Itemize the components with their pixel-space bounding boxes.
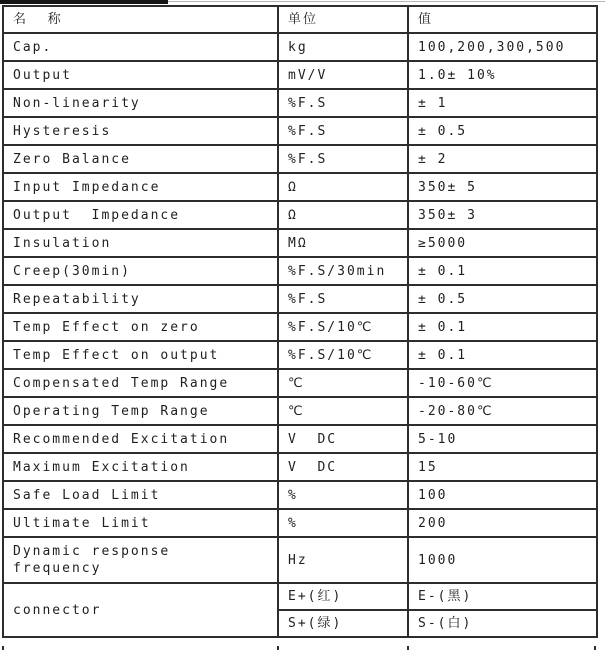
table-row: [3, 341, 597, 369]
cell-unit: Ω: [278, 173, 408, 201]
cell-value: ± 1: [408, 89, 597, 117]
cell-value: ± 0.5: [408, 117, 597, 145]
table-row-dynamic-response: [3, 537, 597, 583]
cell-name: Hysteresis: [3, 117, 278, 145]
cell-name: Input Impedance: [3, 173, 278, 201]
cell-unit: Ω: [278, 201, 408, 229]
cell-connector-eminus: E-(黑): [408, 583, 597, 610]
cell-value: ± 0.1: [408, 257, 597, 285]
cell-name: Repeatability: [3, 285, 278, 313]
cell-value: 1.0± 10%: [408, 61, 597, 89]
table-row: [3, 313, 597, 341]
cell-name: Creep(30min): [3, 257, 278, 285]
cell-unit: %: [278, 481, 408, 509]
table-row: [3, 145, 597, 173]
table-row: [3, 173, 597, 201]
header-unit: 单位: [278, 6, 408, 33]
cell-name: Zero Balance: [3, 145, 278, 173]
cell-name: Maximum Excitation: [3, 453, 278, 481]
table-row: [3, 33, 597, 61]
cell-value: 1000: [408, 537, 597, 583]
cell-unit: ℃: [278, 369, 408, 397]
cell-unit: V DC: [278, 425, 408, 453]
table-row: [3, 397, 597, 425]
cell-unit: kg: [278, 33, 408, 61]
cell-connector-splus: S+(绿): [278, 610, 408, 637]
spec-table: [2, 5, 598, 638]
cell-name: Recommended Excitation: [3, 425, 278, 453]
cell-name: Compensated Temp Range: [3, 369, 278, 397]
cell-unit: V DC: [278, 453, 408, 481]
cell-unit: Hz: [278, 537, 408, 583]
table-row-connector-1: [3, 583, 597, 610]
cell-unit: MΩ: [278, 229, 408, 257]
cell-name: Safe Load Limit: [3, 481, 278, 509]
cell-name: Output Impedance: [3, 201, 278, 229]
header-name: 名 称: [3, 6, 278, 33]
cell-name: Temp Effect on zero: [3, 313, 278, 341]
cell-unit: %F.S/10℃: [278, 313, 408, 341]
top-edge-bar: [0, 0, 168, 4]
cell-value: 15: [408, 453, 597, 481]
cell-name: Insulation: [3, 229, 278, 257]
cell-name: Output: [3, 61, 278, 89]
partial-next-row-line: [407, 646, 409, 650]
table-row: [3, 285, 597, 313]
table-row: [3, 481, 597, 509]
table-row: [3, 229, 597, 257]
cell-unit: ℃: [278, 397, 408, 425]
partial-next-row-line: [2, 646, 4, 650]
partial-next-row-line: [277, 646, 279, 650]
table-row: [3, 61, 597, 89]
cell-unit: %F.S/30min: [278, 257, 408, 285]
cell-name: Operating Temp Range: [3, 397, 278, 425]
table-row: [3, 201, 597, 229]
table-row: [3, 425, 597, 453]
cell-unit: %F.S: [278, 89, 408, 117]
cell-unit: mV/V: [278, 61, 408, 89]
cell-value: ≥5000: [408, 229, 597, 257]
cell-connector-eplus: E+(红): [278, 583, 408, 610]
cell-value: 350± 5: [408, 173, 597, 201]
cell-unit: %F.S/10℃: [278, 341, 408, 369]
cell-name: Ultimate Limit: [3, 509, 278, 537]
cell-value: 100,200,300,500: [408, 33, 597, 61]
cell-value: 5-10: [408, 425, 597, 453]
cell-name: Temp Effect on output: [3, 341, 278, 369]
table-row: [3, 369, 597, 397]
cell-value: -10-60℃: [408, 369, 597, 397]
table-row: [3, 89, 597, 117]
cell-unit: %F.S: [278, 285, 408, 313]
cell-unit: %F.S: [278, 145, 408, 173]
cell-value: ± 0.1: [408, 313, 597, 341]
cell-name: Cap.: [3, 33, 278, 61]
cell-connector-sminus: S-(白): [408, 610, 597, 637]
cell-name: Dynamic response frequency: [3, 537, 278, 583]
table-row: [3, 509, 597, 537]
cell-value: 350± 3: [408, 201, 597, 229]
table-header-row: [3, 6, 597, 33]
table-row: [3, 117, 597, 145]
cell-value: 100: [408, 481, 597, 509]
cell-value: ± 0.1: [408, 341, 597, 369]
cell-value: -20-80℃: [408, 397, 597, 425]
cell-value: ± 2: [408, 145, 597, 173]
table-row: [3, 257, 597, 285]
cell-connector-name: connector: [3, 583, 278, 637]
cell-unit: %F.S: [278, 117, 408, 145]
cell-value: ± 0.5: [408, 285, 597, 313]
partial-next-row-line: [594, 646, 596, 650]
header-value: 值: [408, 6, 597, 33]
table-row: [3, 453, 597, 481]
cell-value: 200: [408, 509, 597, 537]
cell-unit: %: [278, 509, 408, 537]
cell-name: Non-linearity: [3, 89, 278, 117]
